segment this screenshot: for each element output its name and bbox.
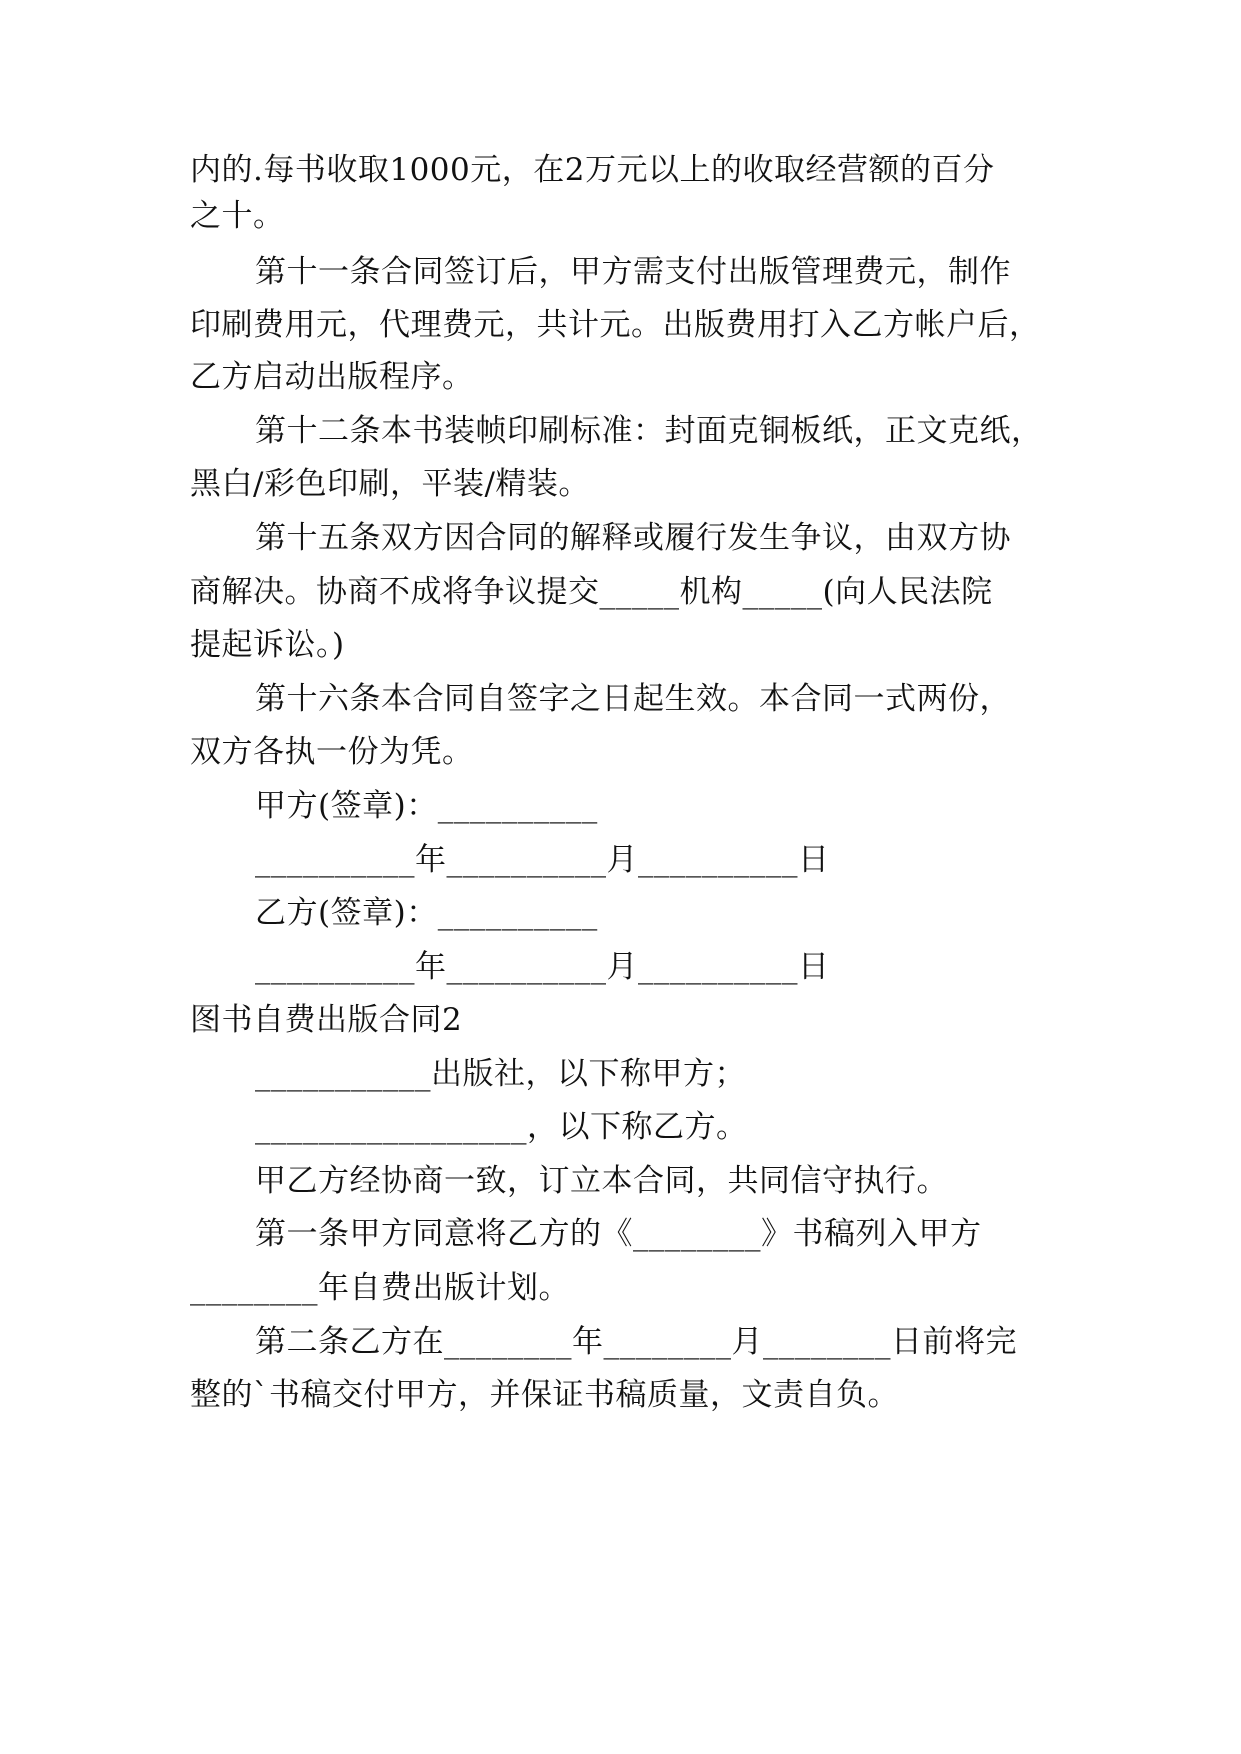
- clause-12-line: 第十二条本书装帧印刷标准：封面克铜板纸，正文克纸，: [255, 413, 1043, 449]
- paragraph-line: 黑白/彩色印刷，平装/精装。: [190, 466, 590, 502]
- paragraph-line: 提起诉讼。): [190, 627, 345, 663]
- paragraph-line: 整的`书稿交付甲方，并保证书稿质量，文责自负。: [190, 1377, 899, 1413]
- paragraph-line: 印刷费用元，代理费元，共计元。出版费用打入乙方帐户后，: [190, 307, 1041, 343]
- paragraph-line: ________年自费出版计划。: [190, 1270, 570, 1306]
- party-b-date-line: __________年__________月__________日: [255, 949, 830, 985]
- clause-1-line: 第一条甲方同意将乙方的《________》书稿列入甲方: [255, 1216, 982, 1252]
- section-heading: 图书自费出版合同2: [190, 1002, 463, 1038]
- clause-11-line: 第十一条合同签订后，甲方需支付出版管理费元，制作: [255, 254, 1011, 290]
- paragraph-line: 双方各执一份为凭。: [190, 734, 474, 770]
- party-a-definition-line: ___________出版社，以下称甲方；: [255, 1056, 746, 1092]
- paragraph-line: 商解决。协商不成将争议提交_____机构_____(向人民法院: [190, 574, 993, 610]
- party-a-signature-line: 甲方(签章)：__________: [255, 788, 598, 824]
- party-b-signature-line: 乙方(签章)：__________: [255, 895, 598, 931]
- clause-2-line: 第二条乙方在________年________月________日前将完: [255, 1324, 1017, 1360]
- agreement-line: 甲乙方经协商一致，订立本合同，共同信守执行。: [255, 1163, 948, 1199]
- clause-15-line: 第十五条双方因合同的解释或履行发生争议，由双方协: [255, 520, 1011, 556]
- party-a-date-line: __________年__________月__________日: [255, 842, 830, 878]
- paragraph-line: 内的.每书收取1000元，在2万元以上的收取经营额的百分: [190, 152, 995, 188]
- clause-16-line: 第十六条本合同自签字之日起生效。本合同一式两份，: [255, 681, 1011, 717]
- party-b-definition-line: _________________，以下称乙方。: [255, 1109, 748, 1145]
- paragraph-line: 乙方启动出版程序。: [190, 359, 474, 395]
- paragraph-line: 之十。: [190, 198, 285, 234]
